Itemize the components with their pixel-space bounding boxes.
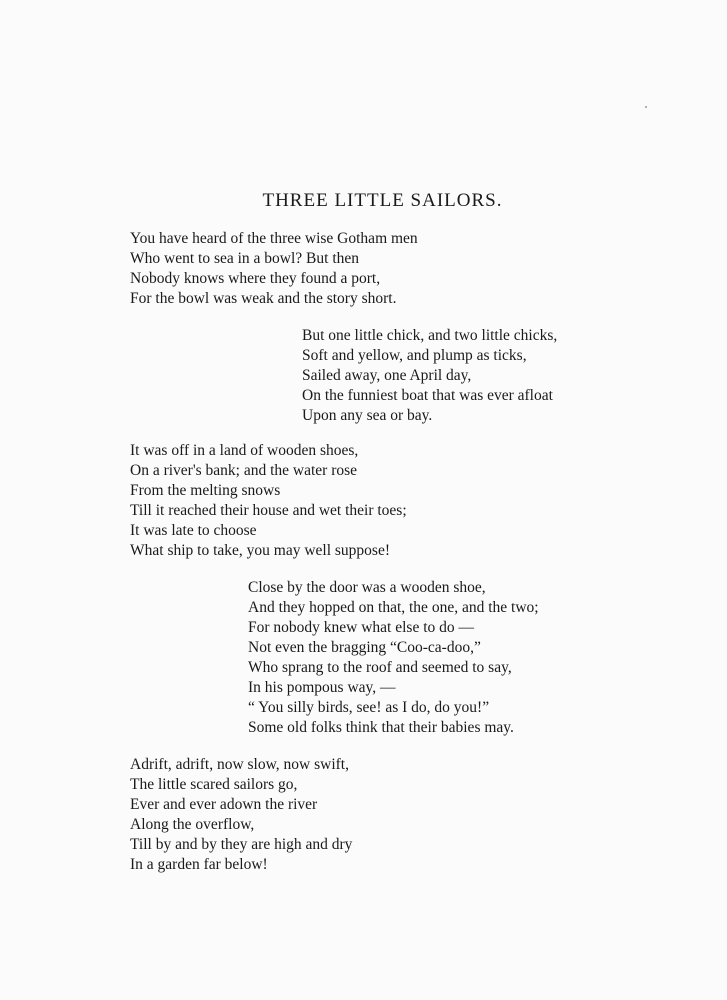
poem-line: Nobody knows where they found a port, (130, 270, 381, 287)
stanza-4 (248, 578, 539, 738)
poem-line: But one little chick, and two little chicks, (302, 327, 558, 344)
poem-line: In a garden far below! (130, 856, 268, 873)
poem-line: Some old folks think that their babies may. (248, 719, 514, 736)
poem-line: Ever and ever adown the river (130, 796, 318, 813)
poem-line: Till by and by they are high and dry (130, 836, 353, 853)
poem-line: Who sprang to the roof and seemed to say, (248, 659, 512, 676)
poem-line: It was off in a land of wooden shoes, (130, 442, 359, 459)
poem-line: Adrift, adrift, now slow, now swift, (130, 756, 349, 773)
stanza-3 (130, 441, 407, 561)
poem-line: For the bowl was weak and the story short. (130, 290, 397, 307)
poem-line: Soft and yellow, and plump as ticks, (302, 347, 527, 364)
poem-line: It was late to choose (130, 522, 257, 539)
poem-line: You have heard of the three wise Gotham men (130, 230, 418, 247)
poem-line: The little scared sailors go, (130, 776, 298, 793)
poem-line: “ You silly birds, see! as I do, do you!” (248, 699, 490, 716)
poem-line: In his pompous way, — (248, 679, 396, 696)
poem-line: Till it reached their house and wet their toes; (130, 502, 407, 519)
poem-title: THREE LITTLE SAILORS. (262, 190, 503, 211)
poem-line: What ship to take, you may well suppose! (130, 542, 391, 559)
poem-line: Along the overflow, (130, 816, 255, 833)
poem-line: Close by the door was a wooden shoe, (248, 579, 486, 596)
poem-line: On a river's bank; and the water rose (130, 462, 358, 479)
poem-line: From the melting snows (130, 482, 281, 499)
poem-line: For nobody knew what else to do — (248, 619, 475, 636)
stanza-5 (130, 755, 352, 875)
poem-line: On the funniest boat that was ever afloat (302, 387, 553, 404)
poem-line: Sailed away, one April day, (302, 367, 472, 384)
poem-line: And they hopped on that, the one, and the two; (248, 599, 539, 616)
stanza-2 (302, 326, 557, 426)
stanza-1 (130, 229, 418, 309)
poem-line: Not even the bragging “Coo-ca-doo,” (248, 639, 481, 656)
poem-line: Who went to sea in a bowl? But then (130, 250, 360, 267)
poem-line: Upon any sea or bay. (302, 407, 433, 424)
page-speck (645, 106, 647, 108)
